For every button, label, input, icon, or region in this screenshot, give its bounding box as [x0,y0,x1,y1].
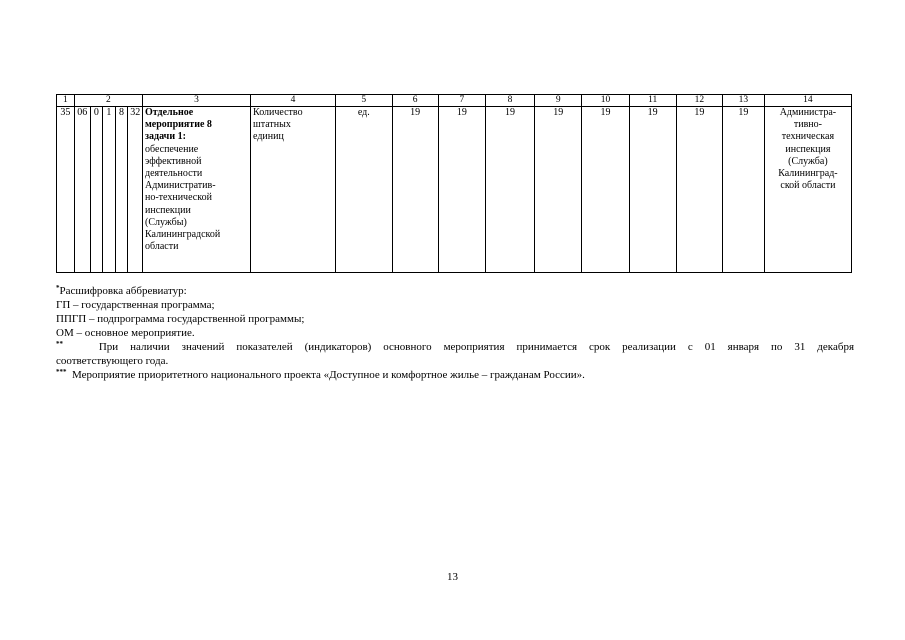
executor-line: тивно- [793,119,822,131]
header-cell: 9 [535,95,582,107]
value-cell: 19 [438,107,485,273]
footnote-3-text: Мероприятие приоритетного национального проекта «Доступное и комфортное жилье – гражданам России». [72,369,585,381]
footnote-mark: *** [56,368,67,376]
abbreviation-gp: ГП – государственная программа; [56,299,215,311]
header-cell: 1 [57,95,75,107]
value-cell: 19 [629,107,676,273]
executor-line: Калининград- [778,168,838,180]
measure-text-line: эффективной [145,155,202,167]
executor-line: (Служба) [788,155,828,167]
code-cell: 8 [115,107,128,273]
measure-title-line: Отдельное [145,107,194,118]
value-cell: 19 [485,107,534,273]
measure-text-line: обеспечение [145,143,199,155]
footnote-mark: * [56,284,60,292]
footnote-2-text: При наличии значений показателей (индикаторов) основного мероприятия принимается срок реализации с 01 января по 31 декабря [98,341,854,353]
indicator-line: Количество [253,107,303,118]
header-cell: 12 [676,95,722,107]
header-cell: 13 [722,95,764,107]
footnotes [56,284,854,382]
abbreviations-title [56,284,854,298]
value-cell: 19 [582,107,629,273]
abbreviation-ppgp: ППГП – подпрограмма государственной программы; [56,313,305,325]
header-cell: 2 [74,95,142,107]
footnote-3 [56,368,854,382]
footnote-2 [56,340,854,354]
executor-cell [764,107,851,273]
indicator-cell [251,107,336,273]
header-cell: 4 [251,95,336,107]
abbreviation-om: ОМ – основное мероприятие. [56,327,195,339]
header-cell: 7 [438,95,485,107]
measure-title-line: задачи 1: [145,131,186,143]
measure-text-line: области [145,241,179,253]
measure-text-line: но-технической [145,192,212,204]
header-cell: 3 [143,95,251,107]
measure-title-line: мероприятие 8 [145,119,212,131]
abbreviations-title-text: Расшифровка аббревиатур: [59,285,187,297]
executor-line: техническая [781,131,835,143]
code-cell: 35 [57,107,75,273]
measure-text-line: (Службы) [145,216,187,228]
executor-line: инспекция [785,143,831,155]
header-row [57,95,852,107]
unit-cell: ед. [335,107,392,273]
executor-line: Администра- [779,107,837,118]
code-cell: 0 [90,107,103,273]
measure-text-line: Калининградской [145,229,221,241]
indicators-table [56,94,852,273]
executor-line: ской области [780,180,836,192]
header-cell: 10 [582,95,629,107]
measure-text-line: Административ- [145,180,216,192]
header-cell: 8 [485,95,534,107]
measure-text-line: инспекции [145,204,191,216]
value-cell: 19 [535,107,582,273]
code-cell: 06 [74,107,90,273]
measure-text-line: деятельности [145,168,203,180]
value-cell: 19 [392,107,438,273]
table-row [57,107,852,273]
header-cell: 5 [335,95,392,107]
footnote-2-continuation: соответствующего года. [56,355,169,367]
header-cell: 6 [392,95,438,107]
header-cell: 14 [764,95,851,107]
code-cell: 1 [103,107,116,273]
footnote-mark: ** [56,340,63,348]
code-cell: 32 [128,107,143,273]
indicator-line: единиц [253,131,284,143]
indicator-line: штатных [253,119,291,131]
measure-cell [143,107,251,273]
value-cell: 19 [676,107,722,273]
header-cell: 11 [629,95,676,107]
page-number: 13 [447,571,458,583]
value-cell: 19 [722,107,764,273]
